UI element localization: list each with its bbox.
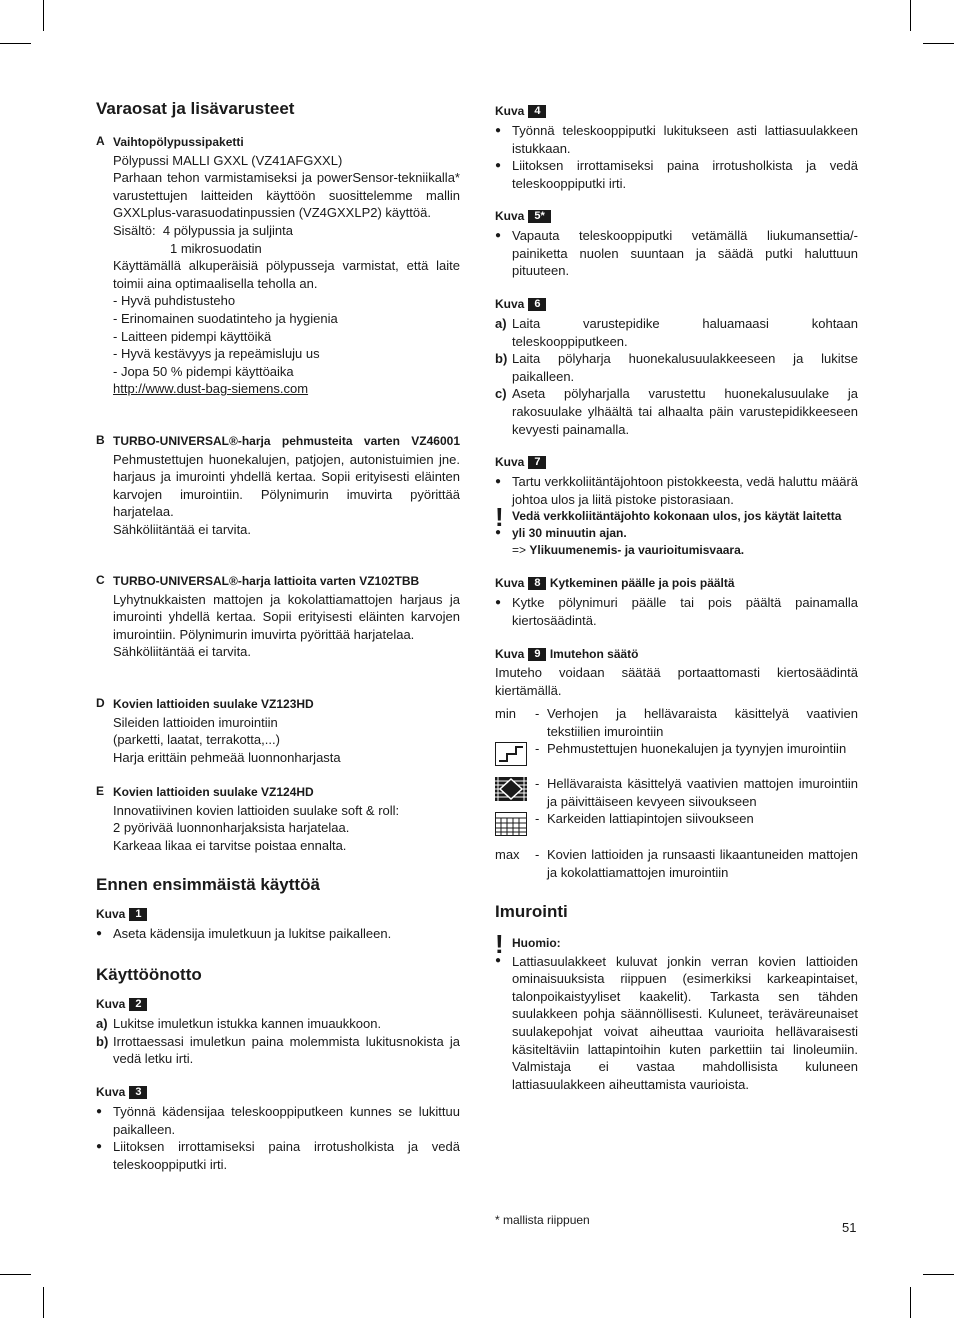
benefit-list — [96, 292, 460, 380]
setting-text: Hellävaraista käsittelyä vaativien mattojen imurointiin ja päivittäiseen kevyeen siivoukseen — [547, 776, 858, 809]
setting-text: Kovien lattioiden ja runsaasti likaantuneiden mattojen ja kokolattiamattojen imurointiin — [547, 847, 858, 880]
item-title: TURBO-UNIVERSAL®-harja pehmusteita varten VZ46001 — [113, 434, 460, 448]
item-a — [96, 133, 460, 398]
item-text: 2 pyörivää luonnonharjaksista harjatelaa. — [113, 820, 350, 836]
step-letter: b) — [96, 1033, 109, 1049]
bullet-item: ● Liitoksen irrottamiseksi paina irrotusholkista ja vedä teleskooppiputki irti. — [96, 1138, 460, 1173]
figure-number: 1 — [129, 908, 147, 921]
item-letter: B — [96, 433, 105, 447]
warning-consequence: Ylikuumenemis- ja vaurioitumisvaara. — [529, 542, 745, 557]
figure-number: 3 — [129, 1086, 147, 1099]
heading-imurointi: Imurointi — [495, 902, 568, 921]
page-number: 51 — [842, 1220, 857, 1235]
item-letter: D — [96, 696, 105, 710]
bullet-item: ● Kytke pölynimuri päälle tai pois päältä painamalla kiertosäädintä. — [495, 594, 858, 629]
step-text: Irrottaessasi imuletkun paina molemmista lukitusnokista ja vedä letku irti. — [113, 1033, 460, 1067]
kuva-2 — [96, 996, 460, 1068]
crop-mark — [923, 1274, 954, 1275]
kuva-title: Kytkeminen päälle ja pois päältä — [549, 576, 735, 590]
figure-number: 4 — [528, 105, 546, 118]
crop-mark — [910, 0, 911, 31]
item-text: Karkeaa likaa ei tarvitse poistaa ennalta. — [113, 837, 347, 853]
kuva-label: Kuva — [495, 576, 525, 590]
setting-row-carpet — [495, 810, 858, 836]
item-text: Parhaan tehon varmistamiseksi ja powerSensor-tekniikalla* varustettujen laitteiden käyttöön suosittelemme mallin GXXLplus-varasuodatinpussien (VZ4GXXLP2) käyttöä. — [113, 170, 460, 221]
kuva-label: Kuva — [96, 997, 126, 1011]
kuva-3 — [96, 1084, 460, 1173]
step-letter: b) — [495, 351, 508, 367]
item-note: Sähköliitäntää ei tarvita. — [113, 644, 252, 660]
step-text: Aseta pölyharjalla varustettu huonekalusuulake ja rakosuulake ylhäältä tai alhaalta päin varustepidikkeeseen kevyesti painamalla. — [512, 386, 858, 437]
crop-mark — [43, 0, 44, 31]
item-text: (parketti, laatat, terrakotta,...) — [113, 732, 280, 748]
step-letter: a) — [96, 1016, 108, 1031]
warning-block — [495, 502, 858, 558]
bullet-item: ● Vapauta teleskooppiputki vetämällä liukumansettia/-painiketta nuolen suuntaan ja säädä putki haluttuun pituuteen. — [495, 227, 858, 280]
note-title: Huomio: — [512, 936, 561, 950]
figure-number: 7 — [528, 456, 546, 469]
item-text: Sileiden lattioiden imurointiin — [113, 714, 278, 730]
heading-varaosat: Varaosat ja lisävarusteet — [96, 99, 295, 118]
step-letter: c) — [495, 386, 507, 402]
kuva-7 — [495, 454, 858, 559]
item-text: 1 mikrosuodatin — [170, 240, 262, 256]
carpet-icon — [495, 812, 527, 836]
figure-number: 2 — [129, 998, 147, 1011]
step-letter: a) — [495, 316, 507, 331]
item-title: Vaihtopölypussipaketti — [113, 135, 244, 149]
item-letter: C — [96, 573, 105, 587]
bullet-item: ● Työnnä kädensijaa teleskooppiputkeen kunnes se lukittuu paikalleen. — [96, 1103, 460, 1138]
kuva-text: Imuteho voidaan säätää portaattomasti kiertosäädintä kiertämällä. — [495, 665, 858, 698]
arrow-glyph: => — [512, 542, 527, 557]
setting-row-max — [495, 846, 858, 882]
item-title: TURBO-UNIVERSAL®-harja lattioita varten VZ102TBB — [113, 574, 420, 588]
figure-number: 8 — [528, 577, 546, 590]
crop-mark — [43, 1287, 44, 1318]
kuva-label: Kuva — [495, 209, 525, 223]
setting-text: Karkeiden lattiapintojen siivoukseen — [547, 811, 754, 826]
setting-text: Pehmustettujen huonekalujen ja tyynyjen imurointiin — [547, 741, 847, 756]
item-text: Innovatiivinen kovien lattioiden suulake soft & roll: — [113, 802, 400, 818]
setting-label: min — [495, 706, 516, 721]
item-text: Pehmustettujen huonekalujen, patjojen, autonistuimien jne. harjaus ja imurointi yhdellä kertaa. Sopii erityisesti eläinten karvojen imurointiin. Pölynimurin imuvirta pyörittää harjatelaa. — [113, 451, 460, 520]
item-title: Kovien lattioiden suulake VZ124HD — [113, 785, 314, 799]
warning-icon: ● ! — [495, 502, 504, 533]
setting-dash: - — [535, 847, 540, 862]
list-item: - Hyvä puhdistusteho — [113, 293, 236, 309]
bullet-item: ● Aseta kädensija imuletkuun ja lukitse paikalleen. — [96, 925, 460, 943]
setting-label: max — [495, 847, 520, 862]
setting-row-min — [495, 705, 858, 741]
list-item: - Erinomainen suodatinteho ja hygienia — [113, 310, 338, 326]
setting-dash: - — [535, 811, 540, 826]
item-letter: A — [96, 134, 105, 148]
setting-row-upholstery — [495, 740, 858, 776]
figure-number: 9 — [528, 648, 546, 661]
kuva-6 — [495, 296, 858, 438]
setting-dash: - — [535, 706, 540, 721]
item-text: Harja erittäin pehmeää luonnonharjasta — [113, 749, 341, 765]
item-note: Sähköliitäntää ei tarvita. — [113, 521, 252, 537]
item-c — [96, 572, 460, 661]
step-text: Laita pölyharja huonekalusuulakkeeseen ja lukitse paikalleen. — [512, 351, 858, 384]
kuva-label: Kuva — [495, 647, 525, 661]
kuva-4 — [495, 103, 858, 192]
setting-text: Verhojen ja hellävaraista käsittelyä vaativien tekstiilien imurointiin — [547, 706, 858, 739]
item-text: Lyhytnukkaisten mattojen ja kokolattiamattojen harjaus ja imurointi yhdellä kertaa. Sopii erityisesti eläinten karvojen imurointiin. Pölynimurin imuvirta pyörittää harjatelaa. — [113, 591, 460, 642]
setting-dash: - — [535, 741, 540, 756]
kuva-1 — [96, 906, 460, 943]
kuva-5 — [495, 208, 858, 280]
crop-mark — [0, 1274, 31, 1275]
item-text: Sisältö: 4 pölypussia ja suljinta — [113, 222, 293, 238]
kuva-label: Kuva — [96, 907, 126, 921]
huomio-note — [495, 929, 858, 1093]
step-text: Laita varustepidike haluamaasi kohtaan teleskooppiputkeen. — [512, 316, 858, 349]
warning-text: Vedä verkkoliitäntäjohto kokonaan ulos, jos käytät laitetta yli 30 minuutin ajan. — [512, 509, 842, 540]
item-title: Kovien lattioiden suulake VZ123HD — [113, 697, 314, 711]
item-d — [96, 695, 460, 766]
list-item: - Hyvä kestävyys ja repeämisluju us — [113, 346, 320, 362]
kuva-label: Kuva — [495, 455, 525, 469]
crop-mark — [0, 43, 31, 44]
rug-icon — [495, 777, 527, 801]
item-text: Käyttämällä alkuperäisiä pölypusseja varmistat, että laite toimii aina optimaalisella teholla an. — [113, 258, 460, 291]
kuva-label: Kuva — [96, 1085, 126, 1099]
bullet-item: ● Liitoksen irrottamiseksi paina irrotusholkista ja vedä teleskooppiputki irti. — [495, 157, 858, 192]
bullet-item: ● Tartu verkkoliitäntäjohtoon pistokkeesta, vedä haluttu määrä johtoa ulos ja liitä pistoke pistorasiaan. — [495, 473, 858, 508]
list-item: - Jopa 50 % pidempi käyttöaika — [113, 363, 294, 379]
list-item: - Laitteen pidempi käyttöikä — [113, 328, 272, 344]
heading-kayttoonotto: Käyttöönotto — [96, 965, 202, 984]
warning-icon: ● ! — [495, 929, 504, 959]
heading-ennen: Ennen ensimmäistä käyttöä — [96, 875, 320, 894]
item-b — [96, 432, 460, 539]
note-text: Lattiasuulakkeet kuluvat jonkin verran kovien lattioiden ominaisuuksista riippuen (esimerkiksi karkeapintaiset, talonpoikaistyyliset kaakelit). Tarkasta sen tähden suulakkeen pohja säännöllisesti. Kuluneet, teräväreunaiset suulakepohjat voivat aiheuttaa vaurioita hellävaraisesti käsiteltäviin lattapintoihin kuten parkettiin tai linoleumiin. Valmistaja ei vastaa mahdollisista kuluneen lattiasuulakkeen aiheuttamista vaurioista. — [512, 953, 858, 1092]
item-e — [96, 783, 460, 854]
kuva-9 — [495, 646, 858, 699]
setting-row-rug — [495, 775, 858, 811]
step-text: Lukitse imuletkun istukka kannen imuaukkoon. — [113, 1016, 382, 1031]
item-text: Pölypussi MALLI GXXL (VZ41AFGXXL) — [113, 152, 343, 168]
figure-number: 6 — [528, 298, 546, 311]
kuva-title: Imutehon säätö — [549, 647, 639, 661]
kuva-8 — [495, 575, 858, 629]
kuva-label: Kuva — [495, 297, 525, 311]
crop-mark — [910, 1287, 911, 1318]
armchair-icon — [495, 742, 527, 766]
setting-dash: - — [535, 776, 540, 791]
item-letter: E — [96, 784, 105, 798]
bullet-item: ● Työnnä teleskooppiputki lukitukseen asti lattiasuulakkeen istukkaan. — [495, 122, 858, 157]
figure-number: 5* — [528, 210, 550, 223]
footnote: * mallista riippuen — [495, 1213, 590, 1227]
kuva-label: Kuva — [495, 104, 525, 118]
dust-bag-link[interactable]: http://www.dust-bag-siemens.com — [113, 381, 309, 397]
crop-mark — [923, 43, 954, 44]
